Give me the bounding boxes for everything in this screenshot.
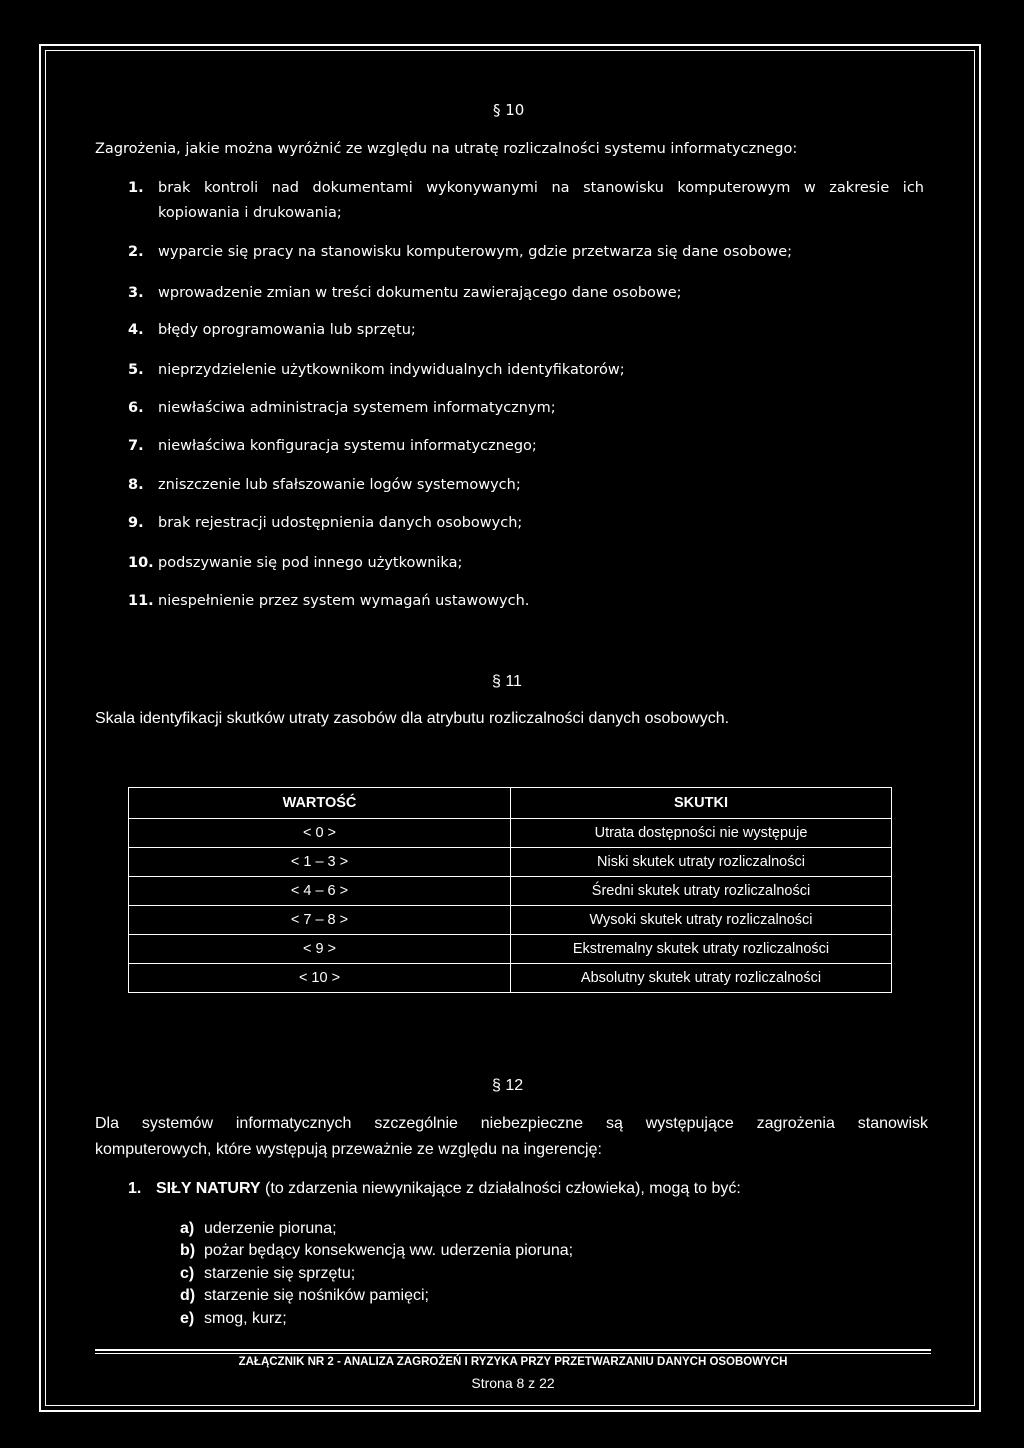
list-item-text: wprowadzenie zmian w treści dokumentu zawierającego dane osobowe; <box>158 285 682 301</box>
table-cell-value: < 0 > <box>129 819 511 848</box>
list-item-text: niewłaściwa administracja systemem informatycznym; <box>158 400 556 416</box>
list-item-number: 7. <box>128 438 144 454</box>
list-item <box>128 477 521 493</box>
list-item-text: niewłaściwa konfiguracja systemu informatycznego; <box>158 438 537 454</box>
footer-title: ZAŁĄCZNIK NR 2 - ANALIZA ZAGROŻEŃ I RYZYKA PRZY PRZETWARZANIU DANYCH OSOBOWYCH <box>238 1356 788 1368</box>
table-row <box>129 935 892 964</box>
table-cell-effect: Niski skutek utraty rozliczalności <box>511 848 892 877</box>
list-item-text: nieprzydzielenie użytkownikom indywidualnych identyfikatorów; <box>158 362 625 378</box>
table-row <box>129 848 892 877</box>
section-12-intro-line1: Dla systemów informatycznych szczególnie niebezpieczne są występujące zagrożenia stanowisk <box>95 1115 928 1132</box>
table-row <box>129 964 892 993</box>
list-item <box>128 438 537 454</box>
sub-list-text: smog, kurz; <box>204 1310 287 1327</box>
table-row <box>129 906 892 935</box>
list-item-number: 3. <box>128 285 144 301</box>
impact-scale-table <box>128 787 892 993</box>
list-item <box>128 285 682 301</box>
table-cell-effect: Ekstremalny skutek utraty rozliczalności <box>511 935 892 964</box>
table-cell-effect: Wysoki skutek utraty rozliczalności <box>511 906 892 935</box>
list-item <box>128 593 529 609</box>
table-row <box>129 819 892 848</box>
list-item <box>128 515 522 531</box>
table-cell-effect: Absolutny skutek utraty rozliczalności <box>511 964 892 993</box>
list-item <box>128 180 924 196</box>
sub-list-item <box>180 1220 337 1238</box>
section-11-heading: § 11 <box>492 673 522 690</box>
sub-list-letter: a) <box>180 1220 195 1237</box>
sub-list-letter: d) <box>180 1287 196 1304</box>
list-item-number: 11. <box>128 593 154 609</box>
list-item-text: brak kontroli nad dokumentami wykonywanymi na stanowisku komputerowym w zakresie ich <box>158 180 924 196</box>
section-11-intro: Skala identyfikacji skutków utraty zasobów dla atrybutu rozliczalności danych osobowych. <box>95 710 730 727</box>
table-cell-effect: Średni skutek utraty rozliczalności <box>511 877 892 906</box>
list-item-continuation: kopiowania i drukowania; <box>158 205 342 221</box>
list-item-number: 10. <box>128 555 154 571</box>
list-item-number: 2. <box>128 244 144 260</box>
section-12-intro-line2: komputerowych, które występują przeważnie ze względu na ingerencję: <box>95 1141 602 1158</box>
column-header-value: WARTOŚĆ <box>129 788 511 819</box>
list-item-number: 8. <box>128 477 144 493</box>
footer-rule <box>95 1349 931 1351</box>
table-cell-value: < 1 – 3 > <box>129 848 511 877</box>
list-item-number: 1. <box>128 180 144 196</box>
list-item-text: podszywanie się pod innego użytkownika; <box>158 555 463 571</box>
sub-list-text: uderzenie pioruna; <box>204 1220 337 1237</box>
column-header-effects: SKUTKI <box>511 788 892 819</box>
sub-list-item <box>180 1242 573 1260</box>
list-item-number: 9. <box>128 515 144 531</box>
list-item-bold-term: SIŁY NATURY <box>156 1180 261 1197</box>
table-cell-effect: Utrata dostępności nie występuje <box>511 819 892 848</box>
list-item-number: 4. <box>128 322 144 338</box>
sub-list-letter: c) <box>180 1265 195 1282</box>
table-cell-value: < 9 > <box>129 935 511 964</box>
list-item-text: wyparcie się pracy na stanowisku komputerowym, gdzie przetwarza się dane osobowe; <box>158 244 792 260</box>
list-item-text: (to zdarzenia niewynikające z działalności człowieka), mogą to być: <box>260 1180 741 1197</box>
table-cell-value: < 7 – 8 > <box>129 906 511 935</box>
table-row <box>129 877 892 906</box>
page-number: Strona 8 z 22 <box>471 1375 555 1391</box>
sub-list-text: starzenie się sprzętu; <box>204 1265 356 1282</box>
list-item-number: 6. <box>128 400 144 416</box>
sub-list-letter: e) <box>180 1310 195 1327</box>
list-item-text: brak rejestracji udostępnienia danych osobowych; <box>158 515 523 531</box>
sub-list-item <box>180 1310 287 1328</box>
list-item-text: niespełnienie przez system wymagań ustawowych. <box>158 593 530 609</box>
section-10-heading: § 10 <box>493 101 525 119</box>
list-item <box>128 555 462 571</box>
list-item <box>128 322 416 338</box>
table-cell-value: < 10 > <box>129 964 511 993</box>
table-cell-value: < 4 – 6 > <box>129 877 511 906</box>
list-item-text: zniszczenie lub sfałszowanie logów systemowych; <box>158 477 521 493</box>
footer-rule-thin <box>95 1353 931 1354</box>
list-item-text: błędy oprogramowania lub sprzętu; <box>158 322 416 338</box>
list-item-number: 5. <box>128 362 144 378</box>
list-item <box>128 1180 741 1198</box>
sub-list-item <box>180 1287 429 1305</box>
section-12-heading: § 12 <box>492 1077 524 1094</box>
list-item <box>128 244 792 260</box>
sub-list-letter: b) <box>180 1242 196 1259</box>
list-item-number: 1. <box>128 1180 142 1197</box>
sub-list-text: starzenie się nośników pamięci; <box>204 1287 429 1304</box>
list-item <box>128 362 625 378</box>
table-header-row <box>129 788 892 819</box>
section-10-intro: Zagrożenia, jakie można wyróżnić ze względu na utratę rozliczalności systemu informatycznego: <box>95 141 798 157</box>
list-item <box>128 400 556 416</box>
sub-list-text: pożar będący konsekwencją ww. uderzenia pioruna; <box>204 1242 574 1259</box>
sub-list-item <box>180 1265 355 1283</box>
